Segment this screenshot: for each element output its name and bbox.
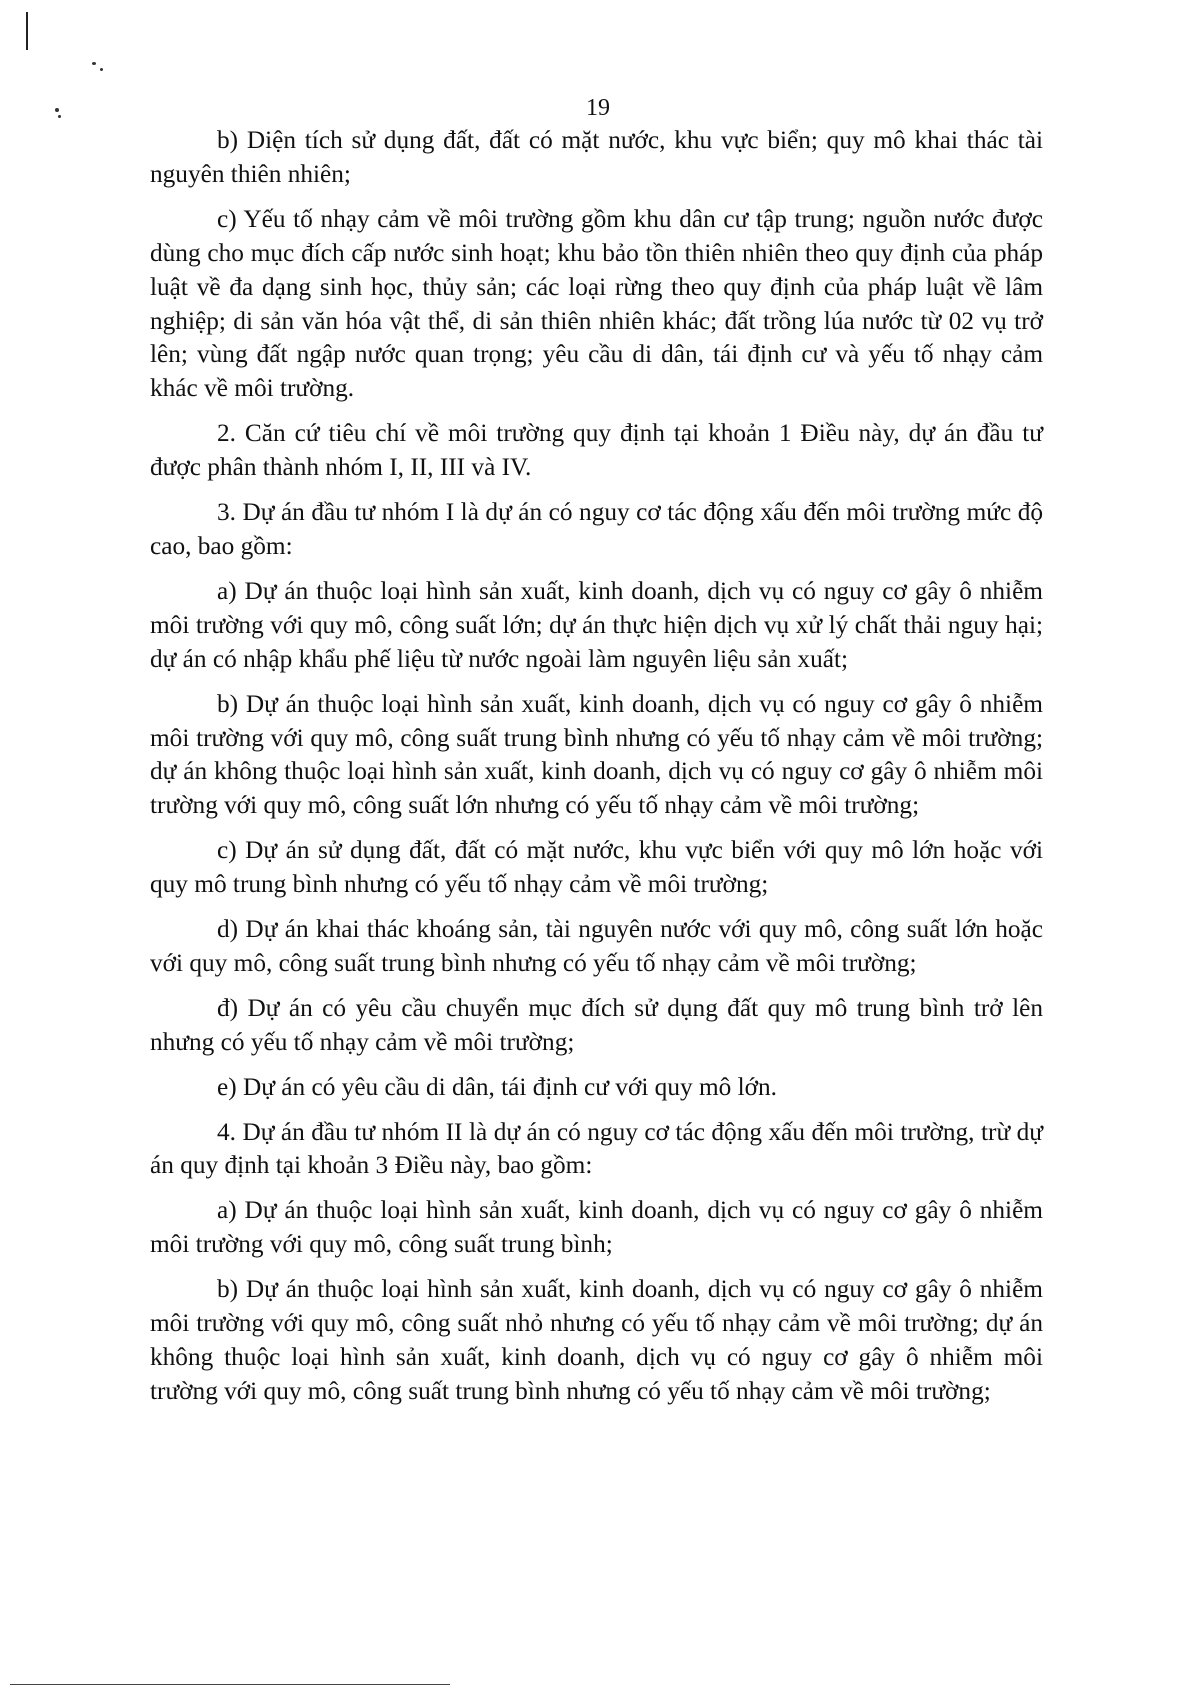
paragraph-3a: a) Dự án thuộc loại hình sản xuất, kinh doanh, dịch vụ có nguy cơ gây ô nhiễm môi trường với quy mô, công suất lớn; dự án thực hiện dịch vụ xử lý chất thải nguy hại; dự án có nhập khẩu phế liệu từ nước ngoài làm nguyên liệu sản xuất; (150, 576, 1043, 673)
paragraph-3c: c) Dự án sử dụng đất, đất có mặt nước, khu vực biển với quy mô lớn hoặc với quy mô trung bình nhưng có yếu tố nhạy cảm về môi trường; (150, 836, 1043, 899)
paragraph-1b: b) Diện tích sử dụng đất, đất có mặt nước, khu vực biển; quy mô khai thác tài nguyên thiên nhiên; (150, 126, 1043, 188)
scan-speck (100, 68, 103, 71)
paragraph-4a: a) Dự án thuộc loại hình sản xuất, kinh doanh, dịch vụ có nguy cơ gây ô nhiễm môi trường với quy mô, công suất trung bình; (150, 1196, 1043, 1259)
paragraph-4b: b) Dự án thuộc loại hình sản xuất, kinh doanh, dịch vụ có nguy cơ gây ô nhiễm môi trường với quy mô, công suất nhỏ nhưng có yếu tố nhạy cảm về môi trường; dự án không thuộc loại hình sản xuất, kinh doanh, dịch vụ có nguy cơ gây ô nhiễm môi trường với quy mô, công suất trung bình nhưng có yếu tố nhạy cảm về môi trường; (150, 1275, 1043, 1405)
paragraph-3d: d) Dự án khai thác khoáng sản, tài nguyên nước với quy mô, công suất lớn hoặc với quy mô, công suất trung bình nhưng có yếu tố nhạy cảm về môi trường; (150, 915, 1043, 977)
paragraph-3b: b) Dự án thuộc loại hình sản xuất, kinh doanh, dịch vụ có nguy cơ gây ô nhiễm môi trường với quy mô, công suất trung bình nhưng có yếu tố nhạy cảm về môi trường; dự án không thuộc loại hình sản xuất, kinh doanh, dịch vụ có nguy cơ gây ô nhiễm môi trường với quy mô, công suất lớn nhưng có yếu tố nhạy cảm về môi trường; (150, 689, 1043, 820)
scan-speck (92, 62, 96, 65)
paragraph-3e: e) Dự án có yêu cầu di dân, tái định cư với quy mô lớn. (217, 1072, 777, 1101)
page-number: 19 (586, 95, 610, 121)
paragraph-1c: c) Yếu tố nhạy cảm về môi trường gồm khu dân cư tập trung; nguồn nước được dùng cho mục đích cấp nước sinh hoạt; khu bảo tồn thiên nhiên theo quy định của pháp luật về đa dạng sinh học, thủy sản; các loại rừng theo quy định của pháp luật về lâm nghiệp; di sản văn hóa vật thể, di sản thiên nhiên khác; đất trồng lúa nước từ 02 vụ trở lên; vùng đất ngập nước quan trọng; yêu cầu di dân, tái định cư và yếu tố nhạy cảm khác về môi trường. (150, 204, 1043, 403)
paragraph-4: 4. Dự án đầu tư nhóm II là dự án có nguy cơ tác động xấu đến môi trường, trừ dự án quy định tại khoản 3 Điều này, bao gồm: (150, 1117, 1043, 1180)
document-body (150, 124, 1043, 1420)
scan-margin-mark (26, 12, 28, 50)
paragraph-2: 2. Căn cứ tiêu chí về môi trường quy định tại khoản 1 Điều này, dự án đầu tư được phân thành nhóm I, II, III và IV. (150, 419, 1043, 482)
paragraph-3: 3. Dự án đầu tư nhóm I là dự án có nguy cơ tác động xấu đến môi trường mức độ cao, bao gồm: (150, 498, 1043, 560)
paragraph-3dd: đ) Dự án có yêu cầu chuyển mục đích sử dụng đất quy mô trung bình trở lên nhưng có yếu tố nhạy cảm về môi trường; (150, 993, 1043, 1056)
scan-bottom-edge (10, 1684, 450, 1685)
